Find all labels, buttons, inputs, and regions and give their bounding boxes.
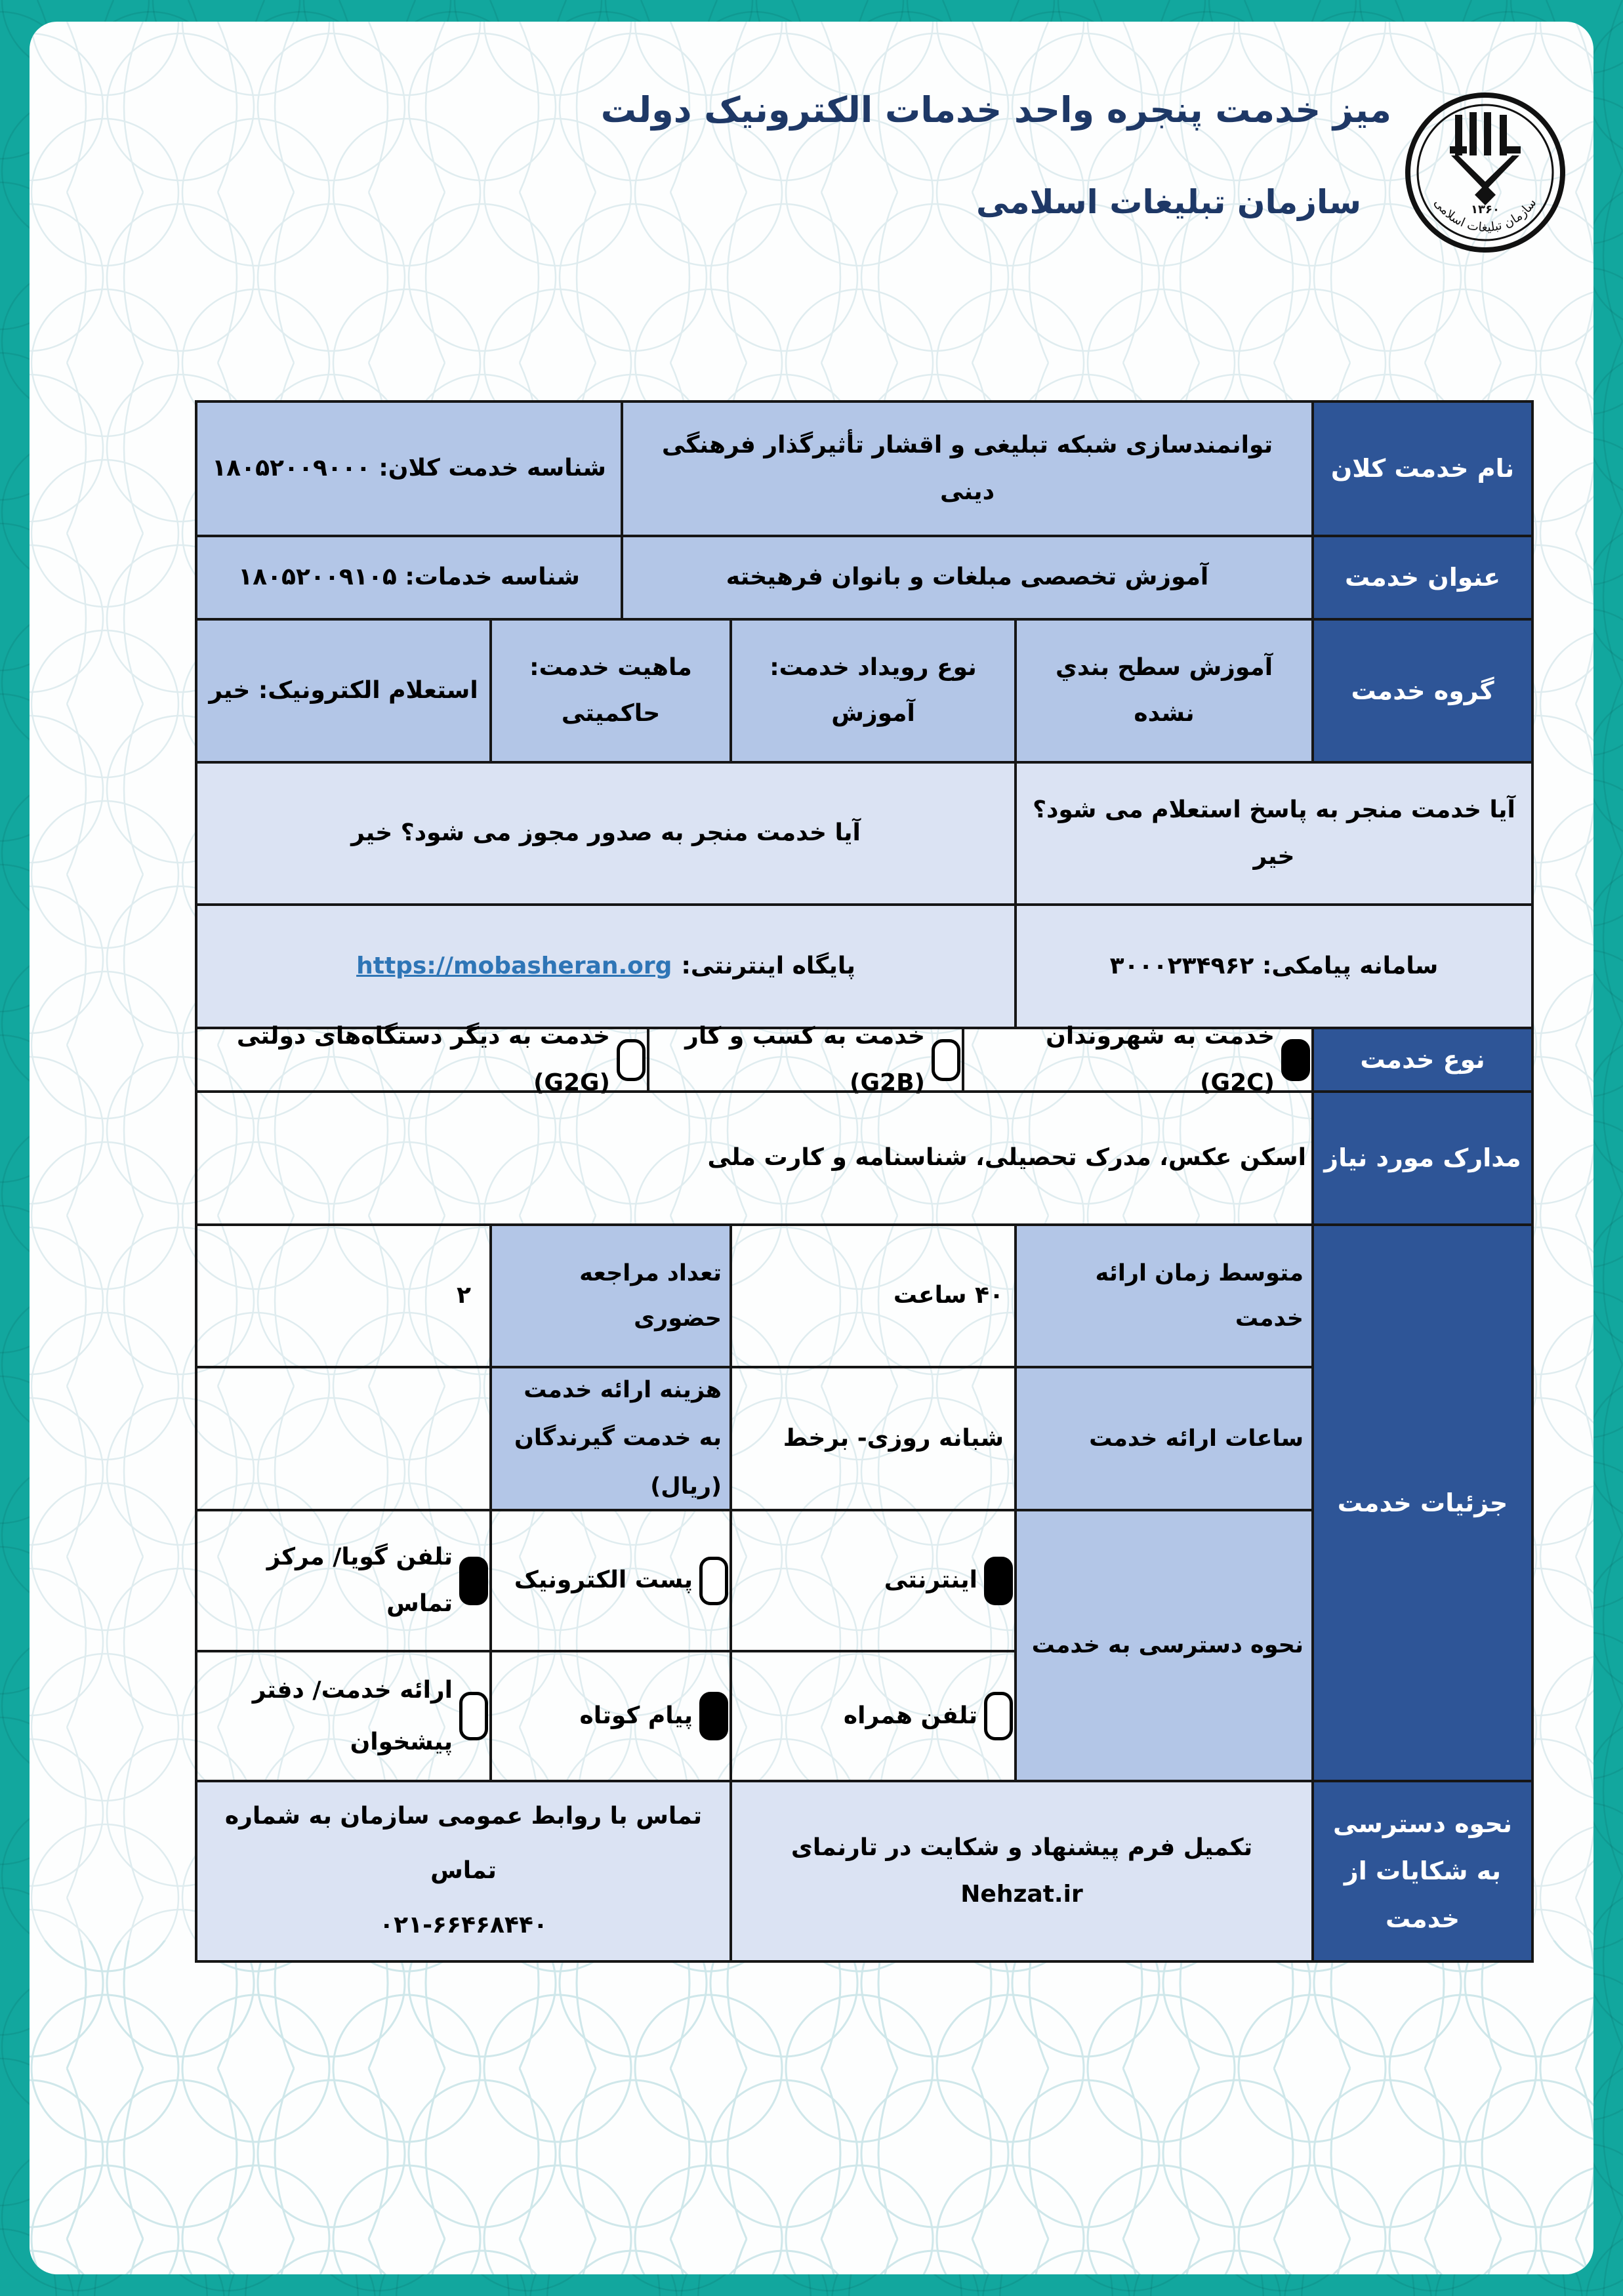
access-options-row2 [196,1651,1016,1781]
row-service-details [196,1225,1532,1781]
avg-time-value: ۴۰ ساعت [731,1225,1016,1367]
organization-logo [1403,87,1567,258]
required-documents-label: مدارک مورد نیاز [1313,1092,1532,1225]
website-link[interactable]: https://mobasheran.org [356,952,672,979]
service-type-label: نوع خدمت [1313,1028,1532,1092]
details-subrow-hours [196,1367,1313,1510]
complaints-phone-number: ۰۲۱-۶۶۴۶۸۴۴۰ [379,1911,548,1938]
logo-year: ۱۳۶۰ [1471,203,1500,216]
service-title-label: عنوان خدمت [1313,536,1532,619]
sms-label: پیام کوتاه [579,1702,693,1729]
macro-service-label: نام خدمت کلان [1313,401,1532,536]
access-options-row1 [196,1510,1016,1651]
g2c-checkbox[interactable] [1281,1039,1310,1081]
access-internet [731,1510,1016,1651]
macro-service-id: شناسه خدمت کلان: ۱۸۰۵۲۰۰۹۰۰۰ [196,401,622,536]
row-complaints [196,1781,1532,1961]
logo-org-curved-text: سازمان تبلیغات اسلامی [1431,195,1540,235]
service-details-body [196,1225,1313,1781]
counter-label: ارائه خدمت/ دفتر پیشخوان [252,1676,453,1755]
mobile-checkbox[interactable] [984,1692,1013,1740]
service-event-type: نوع رویداد خدمت: آموزش [731,619,1016,762]
service-details-label: جزئیات خدمت [1313,1225,1532,1781]
document-sheet [30,22,1593,2274]
hours-value: شبانه روزی- برخط [731,1367,1016,1510]
logo-emblem-icon [1403,87,1567,258]
row-questions [196,762,1532,905]
g2c-label: خدمت به شهروندان (G2C) [1046,1023,1275,1096]
service-title-value: آموزش تخصصی مبلغات و بانوان فرهیخته [622,536,1313,619]
email-label: پست الکترونیک [514,1567,693,1594]
macro-service-name: توانمندسازی شبکه تبلیغی و اقشار تأثیرگذار فرهنگی دینی [622,401,1313,536]
organization-title: سازمان تبلیغات اسلامی [976,183,1361,221]
avg-time-label: متوسط زمان ارائه خدمت [1016,1225,1313,1367]
row-service-type [196,1023,1532,1096]
row-required-documents [196,1092,1532,1225]
page-title: میز خدمت پنجره واحد خدمات الکترونیک دولت [600,89,1391,131]
electronic-inquiry: استعلام الکترونیک: خیر [196,619,491,762]
access-options [196,1510,1016,1781]
kufic-calligraphy [1450,112,1521,205]
row-service-group [196,619,1532,762]
access-method-label: نحوه دسترسی به خدمت [1016,1510,1313,1781]
visits-value: ۲ [196,1225,491,1367]
access-counter [196,1651,491,1781]
service-type-g2c [963,1023,1313,1096]
g2b-label: خدمت به کسب و کار (G2B) [685,1023,925,1096]
internet-label: اینترنتی [884,1567,977,1594]
g2g-checkbox[interactable] [617,1039,646,1081]
email-checkbox[interactable] [699,1557,728,1605]
cost-value [196,1367,491,1510]
visits-label: تعداد مراجعه حضوری [491,1225,731,1367]
license-question: آیا خدمت منجر به صدور مجوز می شود؟ خیر [196,762,1016,905]
g2b-checkbox[interactable] [932,1039,960,1081]
access-ivr [196,1510,491,1651]
complaints-label: نحوه دسترسی به شکایات از خدمت [1313,1781,1532,1961]
service-group-value: آموزش سطح بندي نشده [1016,619,1313,762]
ivr-label: تلفن گویا/ مرکز تماس [266,1544,453,1617]
website-cell [196,905,1016,1028]
complaints-web-value: تکمیل فرم پیشنهاد و شکایت در تارنمای Nehzat.ir [731,1781,1313,1961]
cost-label: هزینه ارائه خدمت به خدمت گیرندگان (ریال) [491,1367,731,1510]
complaints-phone-cell [196,1781,731,1961]
g2g-label: خدمت به دیگر دستگاه‌های دولتی (G2G) [236,1023,610,1096]
counter-checkbox[interactable] [459,1692,488,1740]
service-id-value: شناسه خدمات: ۱۸۰۵۲۰۰۹۱۰۵ [196,536,622,619]
ivr-checkbox[interactable] [459,1557,488,1605]
header-titles [600,89,1391,221]
inquiry-question: آیا خدمت منجر به پاسخ استعلام می شود؟ خیر [1016,762,1532,905]
details-subrow-time [196,1225,1313,1367]
row-service-title [196,536,1532,619]
hours-label: ساعات ارائه خدمت [1016,1367,1313,1510]
website-label: پایگاه اینترنتی: [681,952,855,979]
access-email [491,1510,731,1651]
service-type-g2b [648,1023,963,1096]
access-mobile [731,1651,1016,1781]
service-type-g2g [196,1023,648,1096]
service-table [195,400,1534,1963]
details-subrow-access [196,1510,1313,1781]
row-channels [196,905,1532,1028]
access-sms [491,1651,731,1781]
complaints-phone-line1: تماس با روابط عمومی سازمان به شماره تماس [224,1803,703,1885]
sms-checkbox[interactable] [699,1692,728,1740]
mobile-label: تلفن همراه [843,1702,977,1729]
internet-checkbox[interactable] [984,1557,1013,1605]
sms-system: سامانه پیامکی: ۳۰۰۰۲۳۴۹۶۲ [1016,905,1532,1028]
service-nature: ماهیت خدمت: حاکمیتی [491,619,731,762]
row-macro-service [196,401,1532,536]
service-group-label: گروه خدمت [1313,619,1532,762]
required-documents-value: اسکن عکس، مدرک تحصیلی، شناسنامه و کارت ملی [196,1092,1313,1225]
